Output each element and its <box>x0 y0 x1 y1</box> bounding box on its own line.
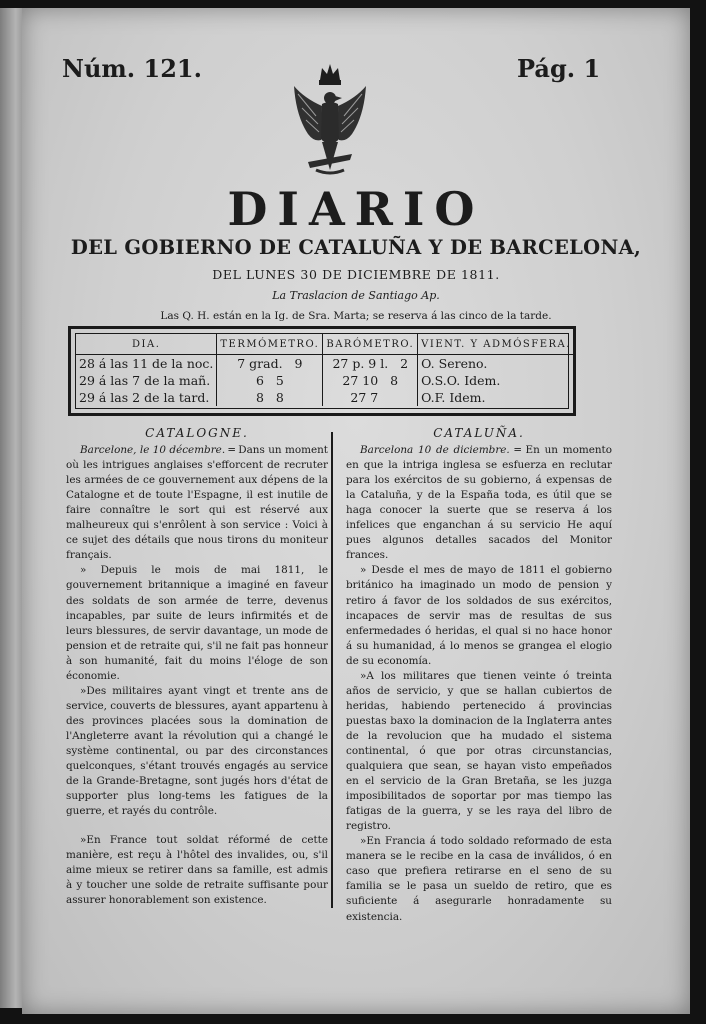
weather-dia: 28 á las 11 de la noc. <box>76 355 217 373</box>
french-paragraph: »En France tout soldat réformé de cette manière, est reçu à l'hôtel des invalides, ou, s'il aime mieux se retirer dans sa famille, est admis à y toucher une solde de retraite suffisante pour assurer honorablement son existence. <box>66 834 328 907</box>
weather-viento: O.F. Idem. <box>421 390 486 405</box>
weather-table-frame <box>68 326 576 416</box>
spanish-dateline: Barcelona 10 de diciembre. <box>360 444 510 457</box>
imperial-eagle-emblem <box>290 58 370 183</box>
weather-row <box>76 355 574 373</box>
weather-viento: O. Sereno. <box>421 356 488 371</box>
weather-header-barometro: BARÓMETRO. <box>323 334 418 355</box>
french-paragraph: Barcelone, le 10 décembre. ═ Dans un moment où les intrigues anglaises s'efforcent de recruter les armées de ce gouvernement aux dépens de la Catalogne et de toute l'Espagne, il est inutile de faire connaître le sort qui est réservé aux malheureux qui s'enrôlent à son service : Voici à ce sujet des détails que nous tirons du moniteur français. <box>66 444 328 562</box>
masthead-subtitle: DEL GOBIERNO DE CATALUÑA Y DE BARCELONA, <box>70 236 642 259</box>
weather-barometro: 27 p. 9 l. 2 <box>323 355 418 373</box>
french-column <box>66 426 328 908</box>
french-heading: CATALOGNE. <box>145 426 249 440</box>
weather-table <box>76 334 574 406</box>
spanish-paragraph: » Desde el mes de mayo de 1811 el gobierno británico ha imaginado un modo de pension y retiro á favor de los soldados de sus exércitos, incapaces de servir mas de resultas de sus enfermedades ó heridas, el qual si no hace honor á su humanidad, á lo menos se grangea el elogio de su economía. <box>346 564 612 667</box>
weather-viento: O.S.O. Idem. <box>421 373 501 388</box>
spanish-paragraph: Barcelona 10 de diciembre. ═ En un momento en que la intriga inglesa se esfuerza en reclutar para los exércitos de su gobierno, á expensas de la Cataluña, y de la España toda, es útil que se haga conocer la suerte que se reserva á los infelices que enganchan á su servicio He aquí pues algunos detalles sacados del Monitor frances. <box>346 444 612 562</box>
weather-header-dia: DIA. <box>76 334 217 355</box>
weather-row <box>76 389 574 406</box>
spanish-paragraph: »A los militares que tienen veinte ó treinta años de servicio, y que se hallan cubiertos de heridas, habiendo pertenecido á provincias puestas baxo la dominacion de la Inglaterra antes de la revolucion que ha mudado el sistema continental, ó que por otras circunstancias, qualquiera que sean, se hayan visto empeñados en el servicio de la Gran Bretaña, se les juzga imposibilitados de soportar por mas tiempo las fatigas de la guerra, y se les raya del libro de registro. <box>346 669 612 833</box>
issue-number: Núm. 121. <box>62 54 202 83</box>
weather-row <box>76 372 574 389</box>
column-divider <box>331 432 333 908</box>
newspaper-page <box>22 8 690 1014</box>
weather-termometro: 7 grad. 9 <box>217 355 323 373</box>
weather-dia: 29 á las 7 de la mañ. <box>76 372 217 389</box>
weather-barometro: 27 10 8 <box>323 372 418 389</box>
saint-of-day: La Traslacion de Santiago Ap. <box>272 289 440 302</box>
french-dateline: Barcelone, le 10 décembre. <box>80 444 226 457</box>
church-notice: Las Q. H. están en la Ig. de Sra. Marta; se reserva á las cinco de la tarde. <box>160 310 552 322</box>
masthead-title: DIARIO <box>227 182 485 236</box>
weather-dia: 29 á las 2 de la tard. <box>76 389 217 406</box>
weather-termometro: 6 5 <box>217 372 323 389</box>
french-paragraph: »Des militaires ayant vingt et trente ans de service, couverts de blessures, ayant appartenu à des provinces placées sous la domination de l'Angleterre avant la révolution qui a changé le système continental, ou par des circonstances quelconques, s'étant trouvés engagés au service de la Grande-Bretagne, sont jugés hors d'état de supporter plus long-tems les fatigues de la guerre, et rayés du contrôle. <box>66 684 328 818</box>
weather-termometro: 8 8 <box>217 389 323 406</box>
spanish-column <box>346 426 612 925</box>
weather-barometro: 27 7 <box>323 389 418 406</box>
page-number: Pág. 1 <box>517 54 601 83</box>
issue-date: DEL LUNES 30 DE DICIEMBRE DE 1811. <box>212 267 500 282</box>
weather-header-termometro: TERMÓMETRO. <box>217 334 323 355</box>
weather-header-viento: VIENT. Y ADMÓSFERA. <box>418 334 574 355</box>
french-paragraph: » Depuis le mois de mai 1811, le gouvernement britannique a imaginé en faveur des soldats de son armée de terre, devenus incapables, par suite de leurs infirmités et de leurs blessures, de servir davantage, un mode de pension et de retraite qui, s'il ne fait pas honneur à son humanité, fait du moins l'éloge de son économie. <box>66 564 328 682</box>
spanish-heading: CATALUÑA. <box>433 426 525 440</box>
spanish-paragraph: »En Francia á todo soldado reformado de esta manera se le recibe en la casa de inválidos, ó en caso que prefiera retirarse en el seno de su familia se le pasa un sueldo de retiro, que es suficiente á asegurarle honradamente su existencia. <box>346 835 612 923</box>
